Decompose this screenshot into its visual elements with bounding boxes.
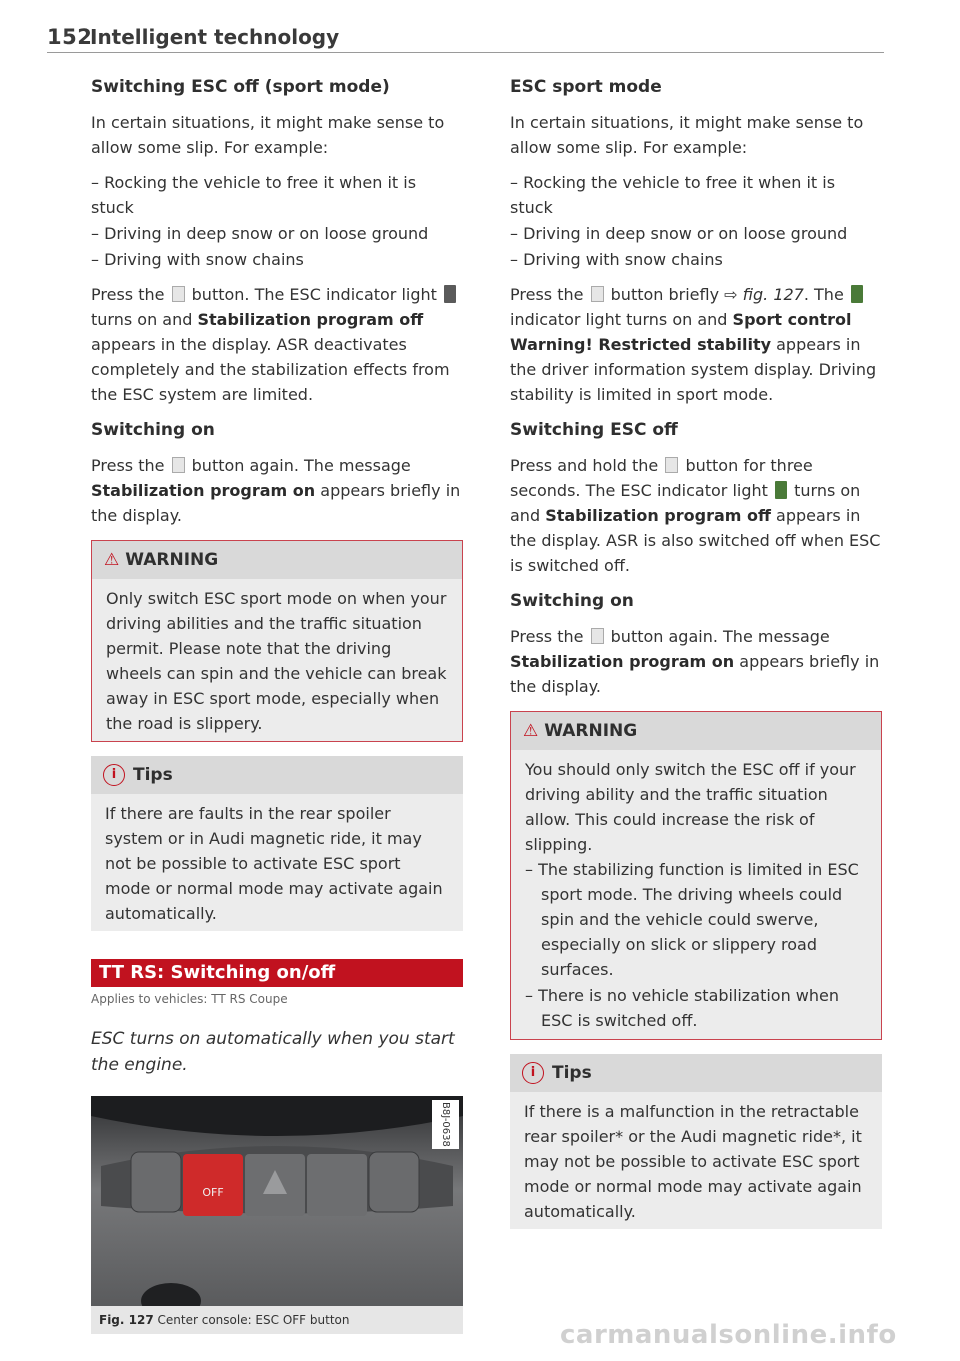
sport-indicator-icon (851, 285, 863, 303)
left-column (91, 74, 463, 1334)
info-icon: i (103, 764, 125, 786)
heading-switching-on: Switching on (91, 420, 215, 440)
text: appears briefly in the display. (510, 652, 880, 696)
paragraph (91, 453, 463, 528)
tips-text: If there are faults in the rear spoiler system or in Audi magnetic ride, it may not be possible to activate ESC sport mode or normal mode may activate again automatically. (105, 804, 443, 923)
paragraph: In certain situations, it might make sense to allow some slip. For example: (91, 113, 445, 157)
list-item: – Rocking the vehicle to free it when it is stuck (510, 173, 836, 217)
section-title: Intelligent technology (90, 25, 340, 49)
right-column (510, 74, 882, 1229)
list-item: – Driving in deep snow or on loose ground (91, 224, 429, 243)
esc-button-icon (172, 286, 185, 302)
paragraph (510, 282, 882, 407)
text: turns on and (510, 481, 861, 525)
text: . The (803, 285, 844, 304)
figure-caption (91, 1306, 463, 1334)
list-item: – Driving with snow chains (91, 250, 304, 269)
warning-label: WARNING (125, 550, 219, 570)
list-item: – There is no vehicle stabilization when ESC is switched off. (525, 986, 840, 1030)
page-number: 152 (47, 25, 93, 49)
paragraph (510, 453, 882, 578)
console-illustration (91, 1096, 463, 1306)
tips-label: Tips (133, 765, 173, 785)
esc-indicator-icon (444, 285, 456, 303)
warning-box (91, 540, 463, 742)
text: button again. The message (610, 627, 830, 646)
center-console-photo (91, 1096, 463, 1306)
list-item: – Rocking the vehicle to free it when it is stuck (91, 173, 417, 217)
bold-text: Stabilization program off (197, 310, 424, 329)
paragraph: In certain situations, it might make sense to allow some slip. For example: (510, 113, 864, 157)
warning-box (510, 711, 882, 1040)
warning-title (511, 712, 881, 750)
bullet-list (510, 170, 882, 272)
warning-title (92, 541, 462, 579)
off-label: OFF (202, 1186, 224, 1199)
text: Press the (91, 456, 165, 475)
tips-box (510, 1054, 882, 1229)
text: button again. The message (191, 456, 411, 475)
esc-indicator-icon (775, 481, 787, 499)
tips-title (91, 756, 463, 794)
bold-text: Sport control Warning! Restricted stability (510, 310, 852, 354)
figure-code: B8J-0638 (432, 1100, 459, 1149)
text: appears in the display. ASR deactivates completely and the stabilization effects from the ESC system are limited. (91, 335, 450, 404)
watermark: carmanualsonline.info (560, 1320, 897, 1350)
warning-label: WARNING (544, 721, 638, 741)
text: button briefly ⇨ (610, 285, 738, 304)
figure-label: Fig. 127 (99, 1313, 154, 1327)
esc-button-icon (172, 457, 185, 473)
bold-text: Stabilization program off (545, 506, 771, 525)
heading-switching-esc-off: Switching ESC off (510, 420, 678, 440)
text: turns on and (91, 310, 193, 329)
esc-button-icon (591, 286, 604, 302)
section-banner: TT RS: Switching on/off (91, 959, 463, 987)
esc-button-icon (665, 457, 678, 473)
tips-text: If there is a malfunction in the retractable rear spoiler* or the Audi magnetic ride*, it may not be possible to activate ESC sport mode or normal mode may activate again automatically. (524, 1102, 862, 1221)
text: Press and hold the (510, 456, 659, 475)
intro-text: ESC turns on automatically when you start the engine. (91, 1029, 455, 1075)
list-item: – Driving in deep snow or on loose ground (510, 224, 848, 243)
bold-text: Stabilization program on (91, 481, 316, 500)
list-item: – The stabilizing function is limited in ESC sport mode. The driving wheels could spin and the vehicle could swerve, especially on slick or slippery road surfaces. (525, 860, 859, 979)
info-icon: i (522, 1062, 544, 1084)
text: button. The ESC indicator light (191, 285, 437, 304)
heading-esc-sport: ESC sport mode (510, 77, 662, 97)
caption-text: Center console: ESC OFF button (157, 1313, 350, 1327)
heading-switching-on: Switching on (510, 591, 634, 611)
warning-text: Only switch ESC sport mode on when your driving abilities and the traffic situation permit. Please note that the driving wheels can spin and the vehicle can break away in ESC sport mode, especially when the road is slippery. (106, 589, 447, 733)
warning-triangle-icon: ⚠ (104, 550, 120, 570)
heading-esc-off-sport: Switching ESC off (sport mode) (91, 77, 390, 97)
tips-label: Tips (552, 1063, 592, 1083)
bold-text: Stabilization program on (510, 652, 735, 671)
text: button for three seconds. The ESC indicator light (510, 456, 813, 500)
text: Press the (510, 627, 584, 646)
text: Press the (510, 285, 584, 304)
tips-title (510, 1054, 882, 1092)
text: appears in the display. ASR is also switched off when ESC is switched off. (510, 506, 881, 575)
tips-box (91, 756, 463, 931)
text: indicator light turns on and (510, 310, 728, 329)
text: appears in the driver information system display. Driving stability is limited in sport mode. (510, 335, 877, 404)
paragraph (510, 624, 882, 699)
text: Press the (91, 285, 165, 304)
warning-triangle-icon: ⚠ (523, 721, 539, 741)
list-item: – Driving with snow chains (510, 250, 723, 269)
figure-127 (91, 1096, 463, 1334)
text: appears briefly in the display. (91, 481, 461, 525)
esc-button-icon (591, 628, 604, 644)
page-header (47, 22, 884, 53)
warning-bullets (525, 857, 867, 1033)
warning-text: You should only switch the ESC off if your driving ability and the traffic situation allow. This could increase the risk of slipping. (525, 760, 856, 854)
paragraph (91, 282, 463, 407)
applies-to: Applies to vehicles: TT RS Coupe (91, 992, 288, 1006)
figure-reference-link[interactable]: fig. 127 (742, 285, 804, 304)
bullet-list (91, 170, 463, 272)
